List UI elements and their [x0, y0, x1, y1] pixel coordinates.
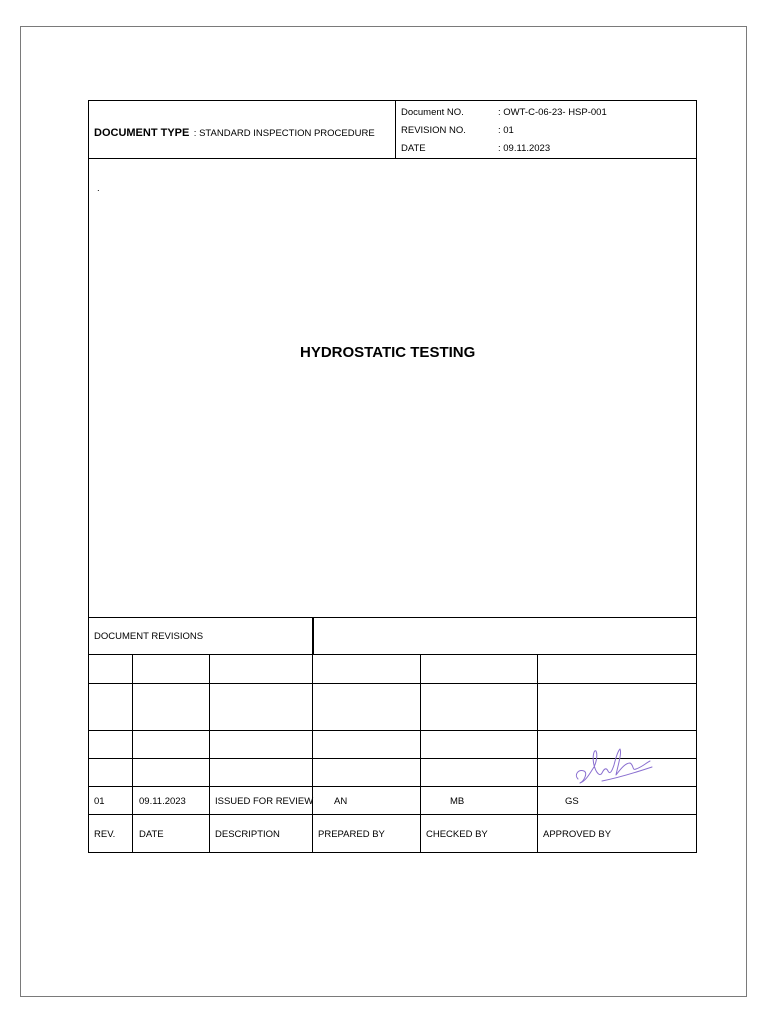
document-title: HYDROSTATIC TESTING — [300, 344, 476, 361]
signature-mark — [572, 745, 656, 789]
revisions-top-line — [88, 617, 697, 618]
grid-line — [88, 814, 697, 815]
row-description: ISSUED FOR REVIEW — [215, 796, 314, 807]
header-description: DESCRIPTION — [215, 829, 280, 840]
stray-dot: . — [97, 183, 100, 194]
document-type-label: DOCUMENT TYPE — [94, 127, 190, 139]
grid-line — [88, 730, 697, 731]
document-revisions-label: DOCUMENT REVISIONS — [94, 631, 204, 642]
grid-column-line — [312, 654, 313, 853]
header-prepared-by: PREPARED BY — [318, 829, 385, 840]
form-frame — [88, 100, 697, 853]
grid-column-line — [132, 654, 133, 853]
grid-column-line — [209, 654, 210, 853]
row-approved-by: GS — [565, 796, 579, 807]
date-label: DATE — [401, 143, 426, 154]
header-approved-by: APPROVED BY — [543, 829, 612, 840]
document-no-label: Document NO. — [401, 107, 464, 118]
revision-no-value: : 01 — [498, 125, 514, 136]
revisions-header-divider — [312, 617, 314, 654]
row-date: 09.11.2023 — [139, 796, 186, 807]
row-prepared-by: AN — [334, 796, 348, 807]
grid-line — [88, 654, 697, 655]
revision-no-label: REVISION NO. — [401, 125, 466, 136]
header-rev: REV. — [94, 829, 116, 840]
row-checked-by: MB — [450, 796, 465, 807]
header-date: DATE — [139, 829, 164, 840]
date-value: : 09.11.2023 — [498, 143, 551, 154]
header-checked-by: CHECKED BY — [426, 829, 488, 840]
grid-column-line — [537, 654, 538, 853]
row-rev: 01 — [94, 796, 105, 807]
grid-line — [88, 683, 697, 684]
header-vertical-divider — [395, 100, 396, 158]
grid-column-line — [420, 654, 421, 853]
document-no-value: : OWT-C-06-23- HSP-001 — [498, 107, 607, 118]
header-divider — [88, 158, 697, 159]
document-type — [94, 123, 375, 141]
document-type-value: : STANDARD INSPECTION PROCEDURE — [193, 128, 375, 139]
